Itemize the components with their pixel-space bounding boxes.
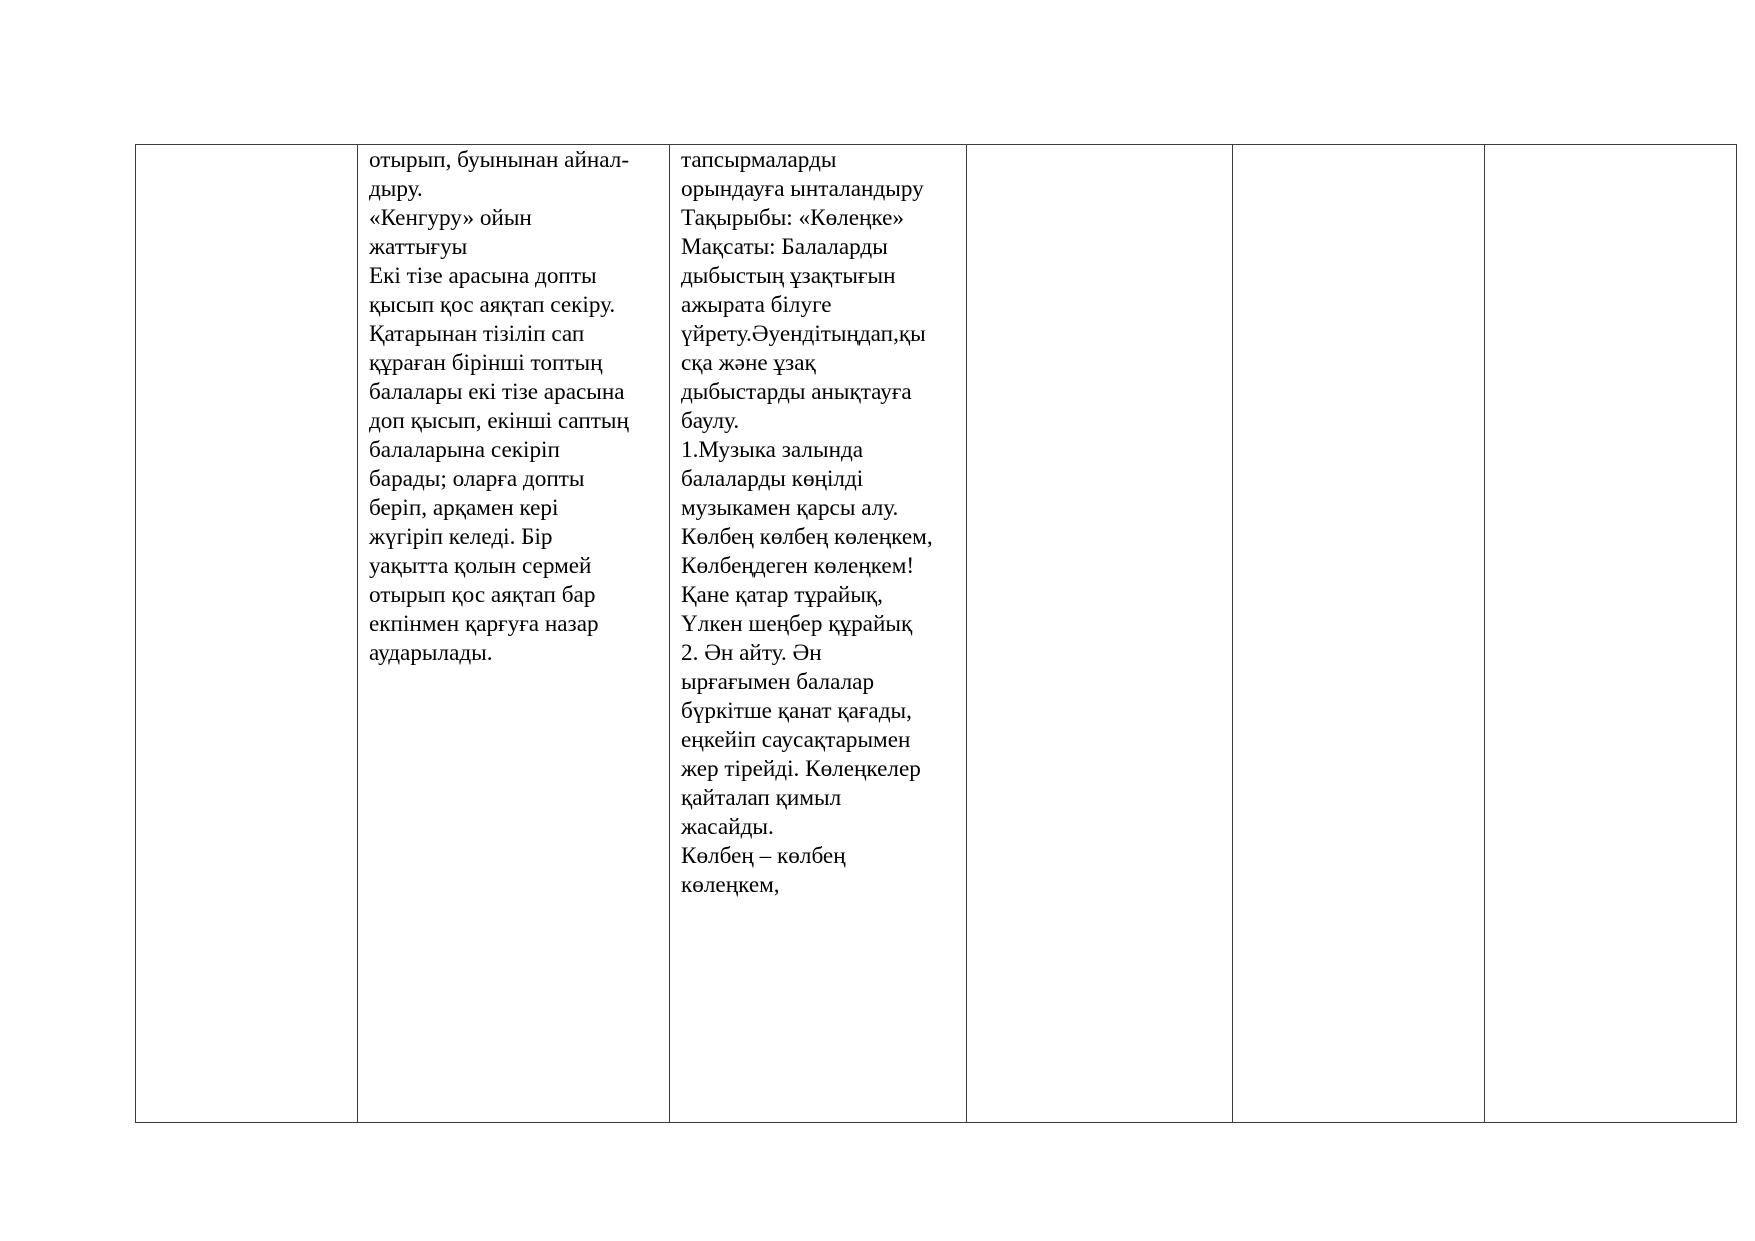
table-cell-1 (136, 145, 358, 1123)
text-line: дыбыстарды анықтауға (681, 379, 912, 405)
text-line: отырып қос аяқтап бар (369, 582, 596, 608)
text-line: жүгіріп келеді. Бір (369, 524, 553, 550)
text-line: Үлкен шеңбер құрайық (681, 611, 913, 637)
table-cell-4 (967, 145, 1233, 1123)
text-line: құраған бірінші топтың (369, 350, 603, 376)
text-line: дыру. (369, 176, 423, 202)
text-line: «Кенгуру» ойын (369, 205, 532, 231)
text-line: Екі тізе арасына допты (369, 263, 597, 289)
text-line: отырып, буынынан айнал- (369, 147, 630, 173)
text-line: көлеңкем, (681, 872, 780, 898)
text-line: баулу. (681, 408, 740, 434)
text-line: Қане қатар тұрайық, (681, 582, 883, 608)
text-line: Тақырыбы: «Көлеңке» (681, 205, 905, 231)
text-line: беріп, арқамен кері (369, 495, 559, 521)
text-line: Көлбең – көлбең (681, 843, 846, 869)
plan-table (135, 144, 1737, 1123)
text-line: дыбыстың ұзақтығын (681, 263, 896, 289)
text-line: балаларына секіріп (369, 437, 560, 463)
text-line: доп қысып, екінші саптың (369, 408, 629, 434)
text-line: жаттығуы (369, 234, 468, 260)
text-line: балаларды көңілді (681, 466, 864, 492)
text-line: Қатарынан тізіліп сап (369, 321, 585, 347)
text-line: Мақсаты: Балаларды (681, 234, 888, 260)
text-line: жасайды. (681, 814, 774, 840)
text-line: уақытта қолын сермей (369, 553, 592, 579)
text-line: балалары екі тізе арасына (369, 379, 625, 405)
text-line: тапсырмаларды (681, 147, 837, 173)
text-line: ажырата білуге (681, 292, 832, 318)
text-line: жер тірейді. Көлеңкелер (681, 756, 921, 782)
text-line: ырғағымен балалар (681, 669, 875, 695)
text-line: барады; оларға допты (369, 466, 585, 492)
table-cell-5 (1233, 145, 1485, 1123)
text-line: еңкейіп саусақтарымен (681, 727, 911, 753)
table-row (136, 145, 1737, 1123)
text-line: 1.Музыка залында (681, 437, 864, 463)
cell-text-2 (358, 145, 669, 668)
text-line: қысып қос аяқтап секіру. (369, 292, 616, 318)
text-line: бүркітше қанат қағады, (681, 698, 912, 724)
table-cell-6 (1485, 145, 1737, 1123)
text-line: Көлбеңдеген көлеңкем! (681, 553, 915, 579)
text-line: қайталап қимыл (681, 785, 842, 811)
text-line: үйрету.Әуендітыңдап,қы (681, 321, 926, 347)
table-cell-2 (358, 145, 670, 1123)
text-line: 2. Ән айту. Ән (681, 640, 822, 666)
text-line: сқа және ұзақ (681, 350, 816, 376)
text-line: Көлбең көлбең көлеңкем, (681, 524, 933, 550)
text-line: музыкамен қарсы алу. (681, 495, 899, 521)
text-line: аударылады. (369, 640, 493, 666)
table-cell-3 (670, 145, 967, 1123)
text-line: орындауға ынталандыру (681, 176, 924, 202)
text-line: екпінмен қарғуға назар (369, 611, 599, 637)
cell-text-3 (670, 145, 966, 900)
